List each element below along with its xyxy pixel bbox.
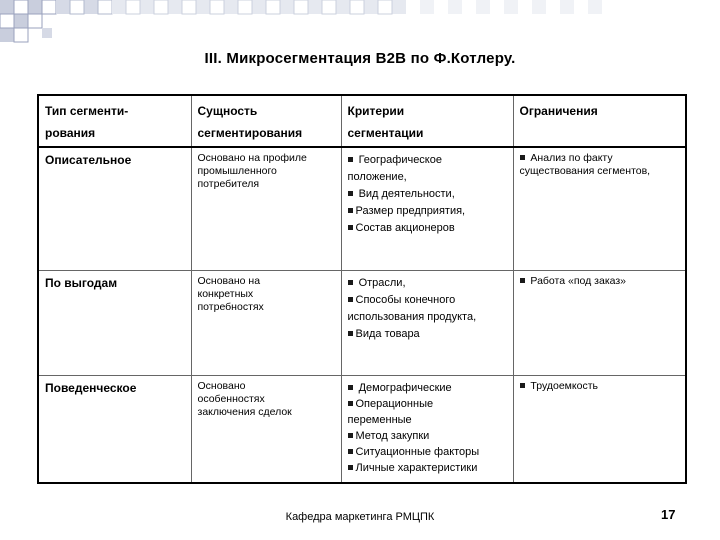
segmentation-table [37, 94, 687, 484]
page-title: III. Микросегментация В2В по Ф.Котлеру. [204, 50, 516, 67]
row-type: Поведенческое [38, 376, 191, 484]
bullet-icon [348, 157, 353, 162]
row-essence: Основано особенностях заключения сделок [191, 376, 341, 484]
row-limits: Анализ по факту существования сегментов, [513, 147, 686, 271]
row-criteria: Отрасли, Способы конечного использования продукта, Вида товара [341, 271, 513, 376]
row-type: По выгодам [38, 271, 191, 376]
page-number: 17 [661, 507, 676, 522]
bullet-icon [348, 191, 353, 196]
bullet-icon [348, 280, 353, 285]
bullet-icon [348, 385, 353, 390]
table-row [38, 147, 686, 271]
row-essence: Основано на конкретных потребностях [191, 271, 341, 376]
table-row [38, 376, 686, 484]
footer-text: Кафедра маркетинга РМЦПК [285, 511, 435, 523]
header-criteria: Критерии сегментации [341, 95, 513, 147]
bullet-icon [348, 208, 353, 213]
bullet-icon [520, 155, 525, 160]
row-essence: Основано на профиле промышленного потребителя [191, 147, 341, 271]
row-criteria: Географическое положение, Вид деятельности, Размер предприятия, Состав акционеров [341, 147, 513, 271]
header-limits: Ограничения [513, 95, 686, 147]
row-criteria: Демографические Операционные переменные Метод закупки Ситуационные факторы Личные характеристики [341, 376, 513, 484]
bullet-icon [348, 297, 353, 302]
bullet-icon [348, 433, 353, 438]
bullet-icon [348, 465, 353, 470]
row-limits: Работа «под заказ» [513, 271, 686, 376]
table-row [38, 271, 686, 376]
bullet-icon [348, 331, 353, 336]
bullet-icon [348, 449, 353, 454]
header-essence: Сущность сегментирования [191, 95, 341, 147]
row-type: Описательное [38, 147, 191, 271]
bullet-icon [520, 278, 525, 283]
row-limits: Трудоемкость [513, 376, 686, 484]
header-type: Тип сегменти- рования [38, 95, 191, 147]
table-header-row [38, 95, 686, 147]
bullet-icon [520, 383, 525, 388]
decorative-squares [0, 0, 720, 50]
bullet-icon [348, 401, 353, 406]
bullet-icon [348, 225, 353, 230]
